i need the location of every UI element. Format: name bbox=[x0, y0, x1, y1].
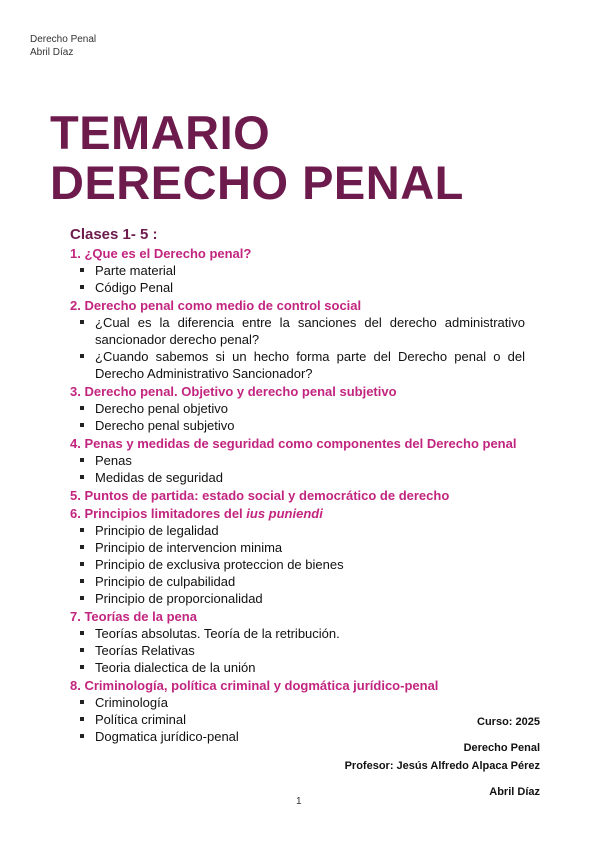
section-6-title: 6. Principios limitadores del ius puniendi bbox=[70, 506, 323, 521]
list-item: Principio de legalidad bbox=[78, 522, 525, 539]
classes-heading: Clases 1- 5 : bbox=[70, 226, 158, 243]
list-item: Derecho penal subjetivo bbox=[78, 417, 525, 434]
section-7-title: 7. Teorías de la pena bbox=[70, 609, 197, 624]
section-1-title: 1. ¿Que es el Derecho penal? bbox=[70, 246, 252, 261]
bullet-icon bbox=[80, 285, 84, 289]
list-item: Principio de exclusiva proteccion de bienes bbox=[78, 556, 525, 573]
bullet-icon bbox=[80, 475, 84, 479]
section-8-title: 8. Criminología, política criminal y dogmática jurídico-penal bbox=[70, 678, 439, 693]
bullet-icon bbox=[80, 320, 84, 324]
list-item: ¿Cuando sabemos si un hecho forma parte del Derecho penal o del Derecho Administrativo Sancionador? bbox=[78, 348, 525, 382]
page-number: 1 bbox=[296, 796, 302, 807]
list-item: Teoria dialectica de la unión bbox=[78, 659, 525, 676]
bullet-icon bbox=[80, 648, 84, 652]
list-item: Código Penal bbox=[78, 279, 525, 296]
bullet-icon bbox=[80, 268, 84, 272]
list-item: Penas bbox=[78, 452, 525, 469]
section-2-list bbox=[70, 314, 525, 382]
bullet-icon bbox=[80, 354, 84, 358]
bullet-icon bbox=[80, 562, 84, 566]
section-2-title: 2. Derecho penal como medio de control social bbox=[70, 298, 362, 313]
list-item: Derecho penal objetivo bbox=[78, 400, 525, 417]
bullet-icon bbox=[80, 631, 84, 635]
list-item: Criminología bbox=[78, 694, 525, 711]
bullet-icon bbox=[80, 545, 84, 549]
bullet-icon bbox=[80, 717, 84, 721]
section-6-list bbox=[70, 522, 525, 607]
bullet-icon bbox=[80, 528, 84, 532]
list-item: Principio de intervencion minima bbox=[78, 539, 525, 556]
section-7-list bbox=[70, 625, 525, 676]
course-subject: Derecho Penal bbox=[463, 742, 540, 754]
course-year: Curso: 2025 bbox=[477, 716, 540, 728]
bullet-icon bbox=[80, 579, 84, 583]
section-3-list bbox=[70, 400, 525, 434]
section-4-list bbox=[70, 452, 525, 486]
section-5-title: 5. Puntos de partida: estado social y democrático de derecho bbox=[70, 488, 450, 503]
list-item: Teorías absolutas. Teoría de la retribución. bbox=[78, 625, 525, 642]
list-item: Principio de culpabilidad bbox=[78, 573, 525, 590]
title-line-1: TEMARIO bbox=[50, 106, 271, 159]
section-3-title: 3. Derecho penal. Objetivo y derecho penal subjetivo bbox=[70, 384, 397, 399]
bullet-icon bbox=[80, 458, 84, 462]
section-4-title: 4. Penas y medidas de seguridad como componentes del Derecho penal bbox=[70, 436, 517, 451]
bullet-icon bbox=[80, 665, 84, 669]
title-line-2: DERECHO PENAL bbox=[50, 156, 464, 209]
bullet-icon bbox=[80, 406, 84, 410]
author-name: Abril Díaz bbox=[489, 786, 540, 798]
page-header bbox=[30, 33, 96, 59]
list-item: Política criminal bbox=[78, 711, 525, 728]
bullet-icon bbox=[80, 596, 84, 600]
bullet-icon bbox=[80, 423, 84, 427]
list-item: Parte material bbox=[78, 262, 525, 279]
header-subject: Derecho Penal bbox=[30, 34, 97, 45]
page-title bbox=[50, 108, 464, 208]
section-1-list bbox=[70, 262, 525, 296]
syllabus bbox=[70, 225, 525, 745]
list-item: Teorías Relativas bbox=[78, 642, 525, 659]
list-item: Principio de proporcionalidad bbox=[78, 590, 525, 607]
list-item: ¿Cual es la diferencia entre la sanciones del derecho administrativo sancionador derecho penal? bbox=[78, 314, 525, 348]
bullet-icon bbox=[80, 734, 84, 738]
header-author: Abril Díaz bbox=[30, 47, 74, 58]
bullet-icon bbox=[80, 700, 84, 704]
list-item: Medidas de seguridad bbox=[78, 469, 525, 486]
professor-name: Profesor: Jesús Alfredo Alpaca Pérez bbox=[344, 760, 540, 772]
list-item: Dogmatica jurídico-penal bbox=[78, 728, 525, 745]
section-8-list bbox=[70, 694, 525, 745]
